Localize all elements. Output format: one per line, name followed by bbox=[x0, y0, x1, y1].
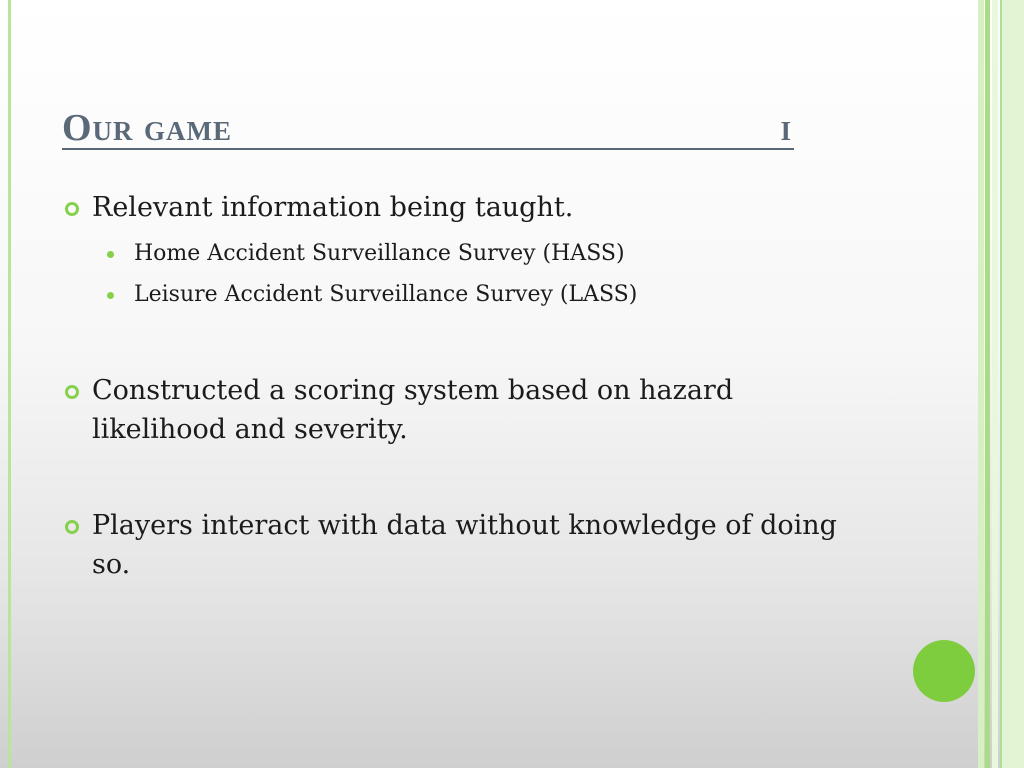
sub-bullet-item bbox=[62, 233, 842, 274]
slide-title bbox=[62, 108, 794, 150]
decorative-green-circle bbox=[913, 640, 975, 702]
sub-bullet-text: Home Accident Surveillance Survey (HASS) bbox=[134, 241, 625, 266]
stripe bbox=[985, 0, 990, 768]
bullet-item bbox=[62, 506, 842, 584]
bullet-text: Constructed a scoring system based on hazard likelihood and severity. bbox=[92, 375, 734, 445]
sub-bullet-item bbox=[62, 274, 842, 315]
slide-title-suffix: i bbox=[780, 107, 792, 149]
sub-bullet-text: Leisure Accident Surveillance Survey (LASS) bbox=[134, 282, 638, 307]
stripe bbox=[992, 0, 998, 768]
bullet-item bbox=[62, 188, 842, 227]
slide-title-text: Our game bbox=[62, 107, 233, 149]
slide-body bbox=[62, 188, 842, 584]
sub-bullet-list bbox=[62, 233, 842, 315]
hollow-circle-icon bbox=[65, 385, 79, 399]
stripe bbox=[978, 0, 984, 768]
stripe bbox=[1002, 0, 1024, 768]
bullet-item bbox=[62, 371, 842, 449]
right-decorative-stripes bbox=[978, 0, 1024, 768]
bullet-text: Players interact with data without knowledge of doing so. bbox=[92, 510, 837, 580]
hollow-circle-icon bbox=[65, 520, 79, 534]
left-decorative-rule bbox=[8, 0, 11, 768]
hollow-circle-icon bbox=[65, 202, 79, 216]
filled-dot-icon bbox=[107, 292, 114, 299]
bullet-text: Relevant information being taught. bbox=[92, 192, 574, 223]
filled-dot-icon bbox=[107, 251, 114, 258]
